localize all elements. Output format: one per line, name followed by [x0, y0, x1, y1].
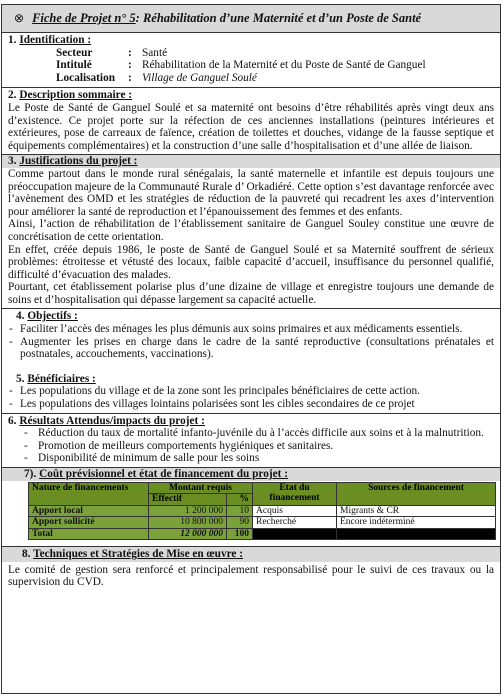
- ident-value: Village de Ganguel Soulé: [142, 71, 257, 84]
- section-title: Justifications du projet :: [19, 155, 138, 168]
- list-item: - Les populations du village et de la zone sont les principales bénéficiaires de cette action.: [8, 385, 494, 398]
- section-techniques: [2, 547, 500, 591]
- table-total-row: [29, 528, 496, 540]
- list-item: - Réduction du taux de mortalité infanto-juvénile du à l’accès difficile aux soins et à la malnutrition.: [24, 427, 494, 440]
- description-text: Le Poste de Santé de Ganguel Soulé et sa maternité ont besoins d’être réhabilités après vingt deux ans d’existence. Ce projet porte sur la réfection de ces anciennes installations (peintures intérieures et extérieures, pose de carreaux de faïence, création de toilettes et douches, vidange de la fausse septique et équipements complémentaires) et la construction d’une salle d’hospitalisation et d’une allée de liaison.: [8, 101, 494, 152]
- cell-total-effectif: 12 000 000: [149, 528, 227, 540]
- section-number: 8.: [22, 548, 31, 561]
- section-title: Bénéficiaires :: [27, 372, 96, 385]
- cell-empty: [337, 528, 496, 540]
- section-description: [2, 88, 500, 155]
- ident-colon: :: [128, 71, 132, 84]
- col-sources: Sources de financement: [337, 482, 496, 505]
- section-heading: [2, 155, 500, 168]
- table-row: [29, 517, 496, 529]
- section-heading: [2, 547, 500, 562]
- cell-pct: 90: [227, 517, 253, 529]
- ident-row-secteur: [8, 47, 494, 60]
- section-number: 4.: [16, 310, 25, 323]
- financing-table: [28, 482, 496, 541]
- ident-row-intitule: [8, 59, 494, 72]
- ident-colon: :: [128, 59, 132, 72]
- col-effectif: Effectif: [149, 494, 227, 506]
- section-number: 1.: [8, 34, 17, 46]
- section-number: 2.: [8, 89, 17, 102]
- section-number: 5.: [16, 372, 25, 385]
- list-item: - Promotion de meilleurs comportements hygiéniques et sanitaires.: [24, 440, 494, 453]
- section-identification: [2, 33, 500, 88]
- section-title: Description sommaire :: [19, 89, 133, 102]
- table-header-row: [29, 482, 496, 494]
- section-heading: [8, 415, 494, 428]
- section-resultats: [2, 414, 500, 468]
- objectifs-list: [8, 323, 494, 361]
- beneficiaires-list: [8, 385, 494, 410]
- ident-value: Réhabilitation de la Maternité et du Poste de Santé de Ganguel: [142, 59, 426, 72]
- cell-effectif: 1 200 000: [149, 505, 227, 517]
- cell-source: Migrants & CR: [337, 505, 496, 517]
- cell-effectif: 10 800 000: [149, 517, 227, 529]
- list-item: - Faciliter l’accès des ménages les plus démunis aux soins primaires et aux médicaments essentiels.: [8, 323, 494, 336]
- section-heading: [8, 89, 494, 102]
- section-number: 6.: [8, 414, 17, 427]
- col-montant: Montant requis: [149, 482, 253, 494]
- techniques-text: Le comité de gestion sera renforcé et principalement responsabilisé pour le suivi de ces travaux ou la supervision du CVD.: [8, 563, 494, 589]
- section-justifications: [2, 155, 500, 309]
- cell-etat: Recherché: [253, 517, 337, 529]
- justification-paragraph: Comme partout dans le monde rural sénégalais, la santé maternelle et infantile est depuis toujours une préoccupation majeure de la Communauté Rurale d’ Orkadiéré. Cette option s’est davantage renforcée avec l’avènement des OMD et les stratégies de réduction de la pauvreté qui recadrent les axes d’intervention pour améliorer la santé de reproduction et l’épanouissement des femmes et des enfants.: [8, 167, 494, 218]
- sheet-title-bar: [2, 5, 500, 33]
- section-title: Identification :: [19, 34, 92, 46]
- cell-total-pct: 100: [227, 528, 253, 540]
- ident-key: Secteur: [56, 46, 93, 59]
- justification-paragraph: Pourtant, cet établissement polarise plus d’une dizaine de village et enregistre toujours une demande de soins et d’hospitalisation qui dépasse largement sa capacité actuelle.: [8, 281, 494, 306]
- ident-colon: :: [128, 46, 132, 59]
- sheet-subtitle: : Réhabilitation d’une Maternité et d’un Poste de Santé: [135, 11, 422, 26]
- cell-nature: Apport sollicité: [29, 517, 149, 529]
- cell-pct: 10: [227, 505, 253, 517]
- justification-paragraph: En effet, créée depuis 1986, le poste de Santé de Ganguel Soulé et sa Maternité souffrent de sérieux problèmes: étroitesse et vétusté des locaux, faible capacité d’accueil, insuffisance du personnel qualifié, difficulté d’évacuation des malades.: [8, 243, 494, 281]
- section-title: Résultats Attendus/impacts du projet :: [19, 414, 205, 427]
- list-item: - Augmenter les prises en charge dans le cadre de la santé reproductive (consultations prénatales et postnatales, accouchements, vaccinations).: [8, 336, 494, 361]
- section-title: Objectifs :: [27, 310, 78, 323]
- col-pct: %: [227, 494, 253, 506]
- ident-key: Localisation: [56, 71, 115, 84]
- section-heading: [8, 34, 494, 47]
- circle-cross-icon: ⊗: [14, 11, 25, 26]
- cell-empty: [253, 528, 337, 540]
- section-number: 7).: [24, 468, 37, 480]
- section-cout: [2, 468, 500, 547]
- section-heading: [8, 310, 494, 323]
- cell-total-label: Total: [29, 528, 149, 540]
- list-item: - Les populations des villages lointains polarisées sont les cibles secondaires de ce projet: [8, 398, 494, 411]
- section-heading: [8, 373, 494, 386]
- spacer: [8, 361, 494, 373]
- section-number: 3.: [8, 155, 17, 168]
- sheet-title: Fiche de Projet n° 5: [32, 11, 136, 26]
- cell-nature: Apport local: [29, 505, 149, 517]
- cell-source: Encore indéterminé: [337, 517, 496, 529]
- resultats-list: [8, 427, 494, 465]
- project-sheet: [1, 4, 501, 694]
- section-heading: [2, 468, 500, 481]
- section-title: Techniques et Stratégies de Mise en œuvre :: [33, 548, 244, 561]
- justification-paragraph: Ainsi, l’action de réhabilitation de l’établissement sanitaire de Ganguel Souley constitue une œuvre de concrétisation de cette orientation.: [8, 218, 494, 243]
- section-title: Coût prévisionnel et état de financement du projet :: [39, 468, 289, 480]
- list-item: - Disponibilité de minimum de salle pour les soins: [24, 452, 494, 465]
- ident-key: Intitulé: [56, 59, 92, 72]
- col-nature: Nature de financements: [29, 482, 149, 505]
- ident-value: Santé: [142, 46, 168, 59]
- col-etat: Etat du financement: [253, 482, 337, 505]
- section-objectifs-beneficiaires: [2, 309, 500, 413]
- cell-etat: Acquis: [253, 505, 337, 517]
- table-row: [29, 505, 496, 517]
- ident-row-localisation: [8, 72, 494, 85]
